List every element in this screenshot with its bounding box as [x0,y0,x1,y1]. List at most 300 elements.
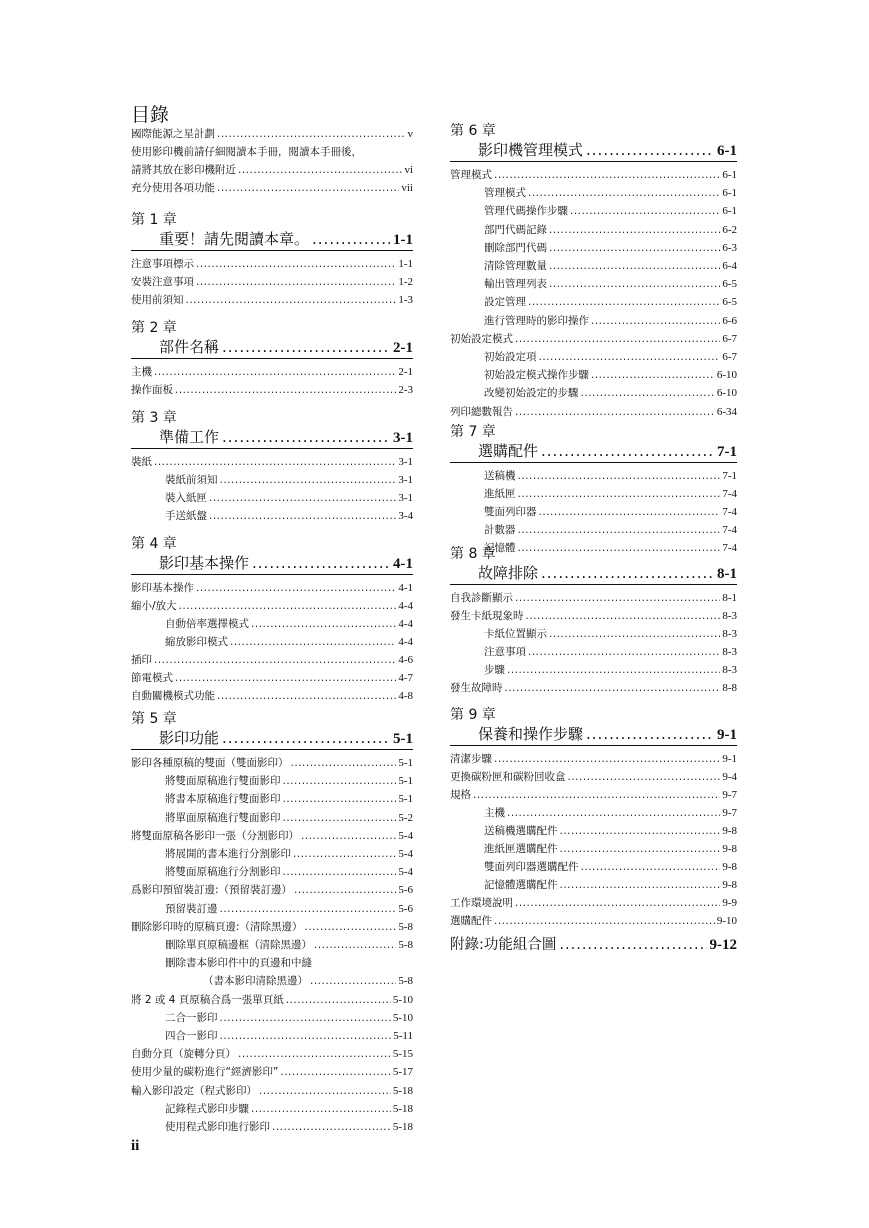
entry-page: 9-7 [722,789,737,801]
chapter-title [450,723,737,746]
entry-page: 9-7 [722,807,737,819]
chapter-title [131,727,413,750]
entry-title: 送稿機選購配件 [484,825,558,837]
entry-title: 刪除影印時的原稿頁邊:（清除黑邊） [131,921,303,933]
toc-entry [131,955,413,972]
entry-title: 安裝注意事項 [131,276,194,288]
entry-title: （書本影印清除黑邊） [203,975,308,987]
entry-title: 規格 [450,789,471,801]
entry-title: 充分使用各項功能 [131,182,215,194]
entry-page: 9-8 [722,861,737,873]
toc-entry [131,973,413,990]
entry-page: 8-3 [722,610,737,622]
entry-page: 8-3 [722,664,737,676]
chapter-number: 第 5 章 [131,711,177,727]
entry-title: 初始設定模式操作步驟 [484,369,589,381]
toc-entry [450,276,737,293]
entry-title: 裝紙前須知 [165,474,218,486]
toc-entry [450,167,737,184]
entry-title: 記錄程式影印步驟 [165,1103,249,1115]
entry-page: 3-4 [398,510,413,522]
entry-page: 8-3 [722,628,737,640]
toc-entry [131,1010,413,1027]
entry-title: 自動分頁（旋轉分頁） [131,1048,236,1060]
entry-title: 計數器 [484,524,516,536]
dot-leader [294,882,396,899]
entry-title: 清除管理數量 [484,260,547,272]
toc-entry [450,787,737,804]
toc-entry [450,313,737,330]
entry-title: 雙面列印器 [484,506,537,518]
toc-entry [131,919,413,936]
toc-entry [450,522,737,539]
entry-page: 7-4 [722,506,737,518]
entry-page: 5-8 [398,975,413,987]
entry-page: 6-34 [716,406,737,418]
dot-leader [515,895,720,912]
dot-leader [222,426,390,448]
entry-page: 5-11 [393,1030,413,1042]
toc-entry [131,144,413,161]
chapter-page: 3-1 [393,430,413,446]
dot-leader [515,590,720,607]
chapter-title [450,139,737,162]
entry-page: 5-4 [398,866,413,878]
chapter-title-text: 影印基本操作 [159,554,250,572]
chapter-page: 2-1 [393,340,413,356]
toc-entry [131,670,413,687]
dot-leader [568,769,721,786]
toc-entry [450,504,737,521]
toc-title: 目錄 [131,104,170,126]
entry-page: 9-8 [722,825,737,837]
entry-title: 送稿機 [484,470,516,482]
entry-page: 4-4 [398,600,413,612]
entry-title: 進紙匣選購配件 [484,843,558,855]
toc-entry [450,913,737,930]
entry-title: 注意事項標示 [131,258,194,270]
dot-leader [570,203,720,220]
dot-leader [518,540,721,557]
dot-leader [259,1083,391,1100]
toc-entry [131,773,413,790]
chapter-page: 6-1 [717,143,737,159]
dot-leader [505,680,721,697]
dot-leader [549,258,720,275]
entry-page: 5-8 [398,921,413,933]
chapter-number: 第 3 章 [131,410,177,426]
entry-title: 縮放影印模式 [165,636,228,648]
entry-page: 2-1 [398,366,413,378]
entry-title: 管理模式 [450,169,492,181]
entry-title: 自我診斷顯示 [450,592,513,604]
entry-title: 縮小/放大 [131,600,177,612]
toc-entry [450,805,737,822]
chapter-title [131,336,413,359]
entry-page: 6-6 [722,315,737,327]
dot-leader [507,805,720,822]
toc-entry [131,274,413,291]
dot-leader [217,180,399,197]
entry-page: 4-1 [398,582,413,594]
entry-title: 請將其放在影印機附近 [131,164,236,176]
entry-title: 自動關機模式功能 [131,690,215,702]
toc-entry [131,1028,413,1045]
toc-entry [131,1046,413,1063]
toc-entry [131,454,413,471]
entry-title: 雙面列印器選購配件 [484,861,579,873]
dot-leader [473,787,720,804]
entry-page: 2-3 [398,384,413,396]
chapter-title-text: 影印功能 [159,729,220,747]
entry-title: 將雙面原稿進行分割影印 [165,866,281,878]
toc-entry [131,846,413,863]
chapter-page: 5-1 [393,731,413,747]
chapter-number: 第 6 章 [450,123,496,139]
toc-entry [450,385,737,402]
entry-page: 6-1 [722,169,737,181]
dot-leader [581,385,715,402]
entry-page: 6-1 [722,187,737,199]
dot-leader [312,228,390,250]
dot-leader [283,864,397,881]
dot-leader [515,331,720,348]
toc-entry [131,508,413,525]
entry-page: 4-4 [398,636,413,648]
entry-title: 進紙匣 [484,488,516,500]
entry-page: 5-10 [392,1012,413,1024]
dot-leader [220,1028,392,1045]
dot-leader [559,934,706,956]
chapter-title [131,552,413,575]
entry-title: 裝入紙匣 [165,492,207,504]
dot-leader [560,841,721,858]
dot-leader [586,139,714,161]
dot-leader [280,1064,390,1081]
toc-entry [450,258,737,275]
entry-page: 1-1 [398,258,413,270]
appendix-page: 9-12 [709,937,737,953]
dot-leader [539,504,721,521]
chapter-number: 第 4 章 [131,536,177,552]
entry-page: 3-1 [398,492,413,504]
toc-entry [450,404,737,421]
entry-title: 將書本原稿進行雙面影印 [165,793,281,805]
entry-page: 3-1 [398,456,413,468]
entry-page: 1-2 [398,276,413,288]
dot-leader [283,810,397,827]
entry-title: 刪除單頁原稿邊框（清除黑邊） [165,939,312,951]
entry-page: vi [404,164,413,176]
appendix-entry [450,934,737,956]
entry-page: vii [401,182,413,194]
dot-leader [518,468,721,485]
toc-entry [131,472,413,489]
entry-page: 4-7 [398,672,413,684]
entry-title: 將雙面原稿各影印一張（分割影印） [131,830,299,842]
dot-leader [179,598,397,615]
entry-page: 4-8 [398,690,413,702]
entry-page: 6-10 [716,369,737,381]
chapter-title-text: 保養和操作步驟 [478,725,584,743]
entry-title: 設定管理 [484,296,526,308]
chapter-title [450,440,737,463]
chapter-title-text: 準備工作 [159,428,220,446]
entry-page: 9-8 [722,879,737,891]
dot-leader [209,508,396,525]
entry-title: 卡紙位置顯示 [484,628,547,640]
toc-entry [131,490,413,507]
dot-leader [526,608,721,625]
entry-page: 5-18 [392,1085,413,1097]
entry-page: 5-1 [398,775,413,787]
dot-leader [196,256,396,273]
toc-entry [450,349,737,366]
toc-entry [450,895,737,912]
entry-title: 主機 [131,366,152,378]
entry-page: 7-4 [722,542,737,554]
toc-entry [131,1064,413,1081]
dot-leader [541,562,714,584]
dot-leader [560,877,721,894]
toc-entry [131,364,413,381]
chapter-page: 4-1 [393,556,413,572]
entry-page: 3-1 [398,474,413,486]
toc-entry [131,901,413,918]
dot-leader [528,294,720,311]
entry-page: 5-17 [392,1066,413,1078]
entry-title: 進行管理時的影印操作 [484,315,589,327]
entry-page: 7-4 [722,524,737,536]
dot-leader [186,292,397,309]
dot-leader [549,240,720,257]
entry-title: 將雙面原稿進行雙面影印 [165,775,281,787]
toc-entry [450,222,737,239]
dot-leader [283,773,397,790]
toc-entry [131,382,413,399]
entry-page: 4-4 [398,618,413,630]
toc-entry [131,882,413,899]
dot-leader [238,1046,391,1063]
chapter-number: 第 8 章 [450,546,496,562]
dot-leader [220,1010,391,1027]
entry-title: 發生故障時 [450,682,503,694]
toc-entry [450,486,737,503]
dot-leader [549,222,720,239]
entry-title: 爲影印預留裝訂邊:（預留裝訂邊） [131,884,293,896]
dot-leader [539,349,721,366]
entry-title: 管理代碼操作步驟 [484,205,568,217]
entry-page: 1-3 [398,294,413,306]
toc-entry [131,1119,413,1136]
entry-page: 5-1 [398,793,413,805]
dot-leader [314,937,396,954]
toc-entry [450,823,737,840]
entry-title: 輸入影印設定（程式影印） [131,1085,257,1097]
chapter-title [450,562,737,585]
entry-title: 刪除書本影印件中的頁邊和中縫 [165,957,312,969]
dot-leader [591,367,715,384]
dot-leader [541,440,714,462]
entry-title: 步驟 [484,664,505,676]
chapter-title [131,228,413,251]
dot-leader [291,755,397,772]
chapter-number: 第 7 章 [450,424,496,440]
entry-page: 8-8 [722,682,737,694]
entry-page: 9-8 [722,843,737,855]
entry-page: 9-10 [716,915,737,927]
entry-title: 預留裝訂邊 [165,903,218,915]
toc-entry [450,751,737,768]
entry-page: 5-1 [398,757,413,769]
toc-entry [131,1083,413,1100]
dot-leader [293,846,396,863]
entry-title: 二合一影印 [165,1012,218,1024]
dot-leader [196,274,396,291]
toc-entry [450,877,737,894]
entry-title: 節電模式 [131,672,173,684]
entry-page: 6-3 [722,242,737,254]
entry-title: 列印總數報告 [450,406,513,418]
dot-leader [283,791,397,808]
toc-entry [450,367,737,384]
dot-leader [515,404,715,421]
entry-title: 國際能源之星計劃 [131,128,215,140]
entry-page: 9-1 [722,753,737,765]
chapter-page: 9-1 [717,727,737,743]
entry-title: 使用前須知 [131,294,184,306]
dot-leader [154,652,396,669]
dot-leader [494,167,720,184]
dot-leader [220,901,397,918]
toc-entry [131,256,413,273]
entry-title: 使用程式影印進行影印 [165,1121,270,1133]
dot-leader [507,662,720,679]
entry-title: 初始設定模式 [450,333,513,345]
entry-title: 影印各種原稿的雙面（雙面影印） [131,757,289,769]
dot-leader [560,823,721,840]
entry-title: 將展開的書本進行分割影印 [165,848,291,860]
dot-leader [222,336,390,358]
toc-entry [450,644,737,661]
entry-title: 操作面板 [131,384,173,396]
dot-leader [518,522,721,539]
dot-leader [220,472,397,489]
entry-page: 9-9 [722,897,737,909]
toc-entry [131,992,413,1009]
chapter-number: 第 9 章 [450,707,496,723]
toc-entry [131,598,413,615]
entry-page: 6-7 [722,333,737,345]
entry-page: 5-6 [398,884,413,896]
dot-leader [305,919,397,936]
entry-page: 6-7 [722,351,737,363]
dot-leader [196,580,396,597]
toc-entry [131,791,413,808]
toc-entry [450,859,737,876]
entry-title: 刪除部門代碼 [484,242,547,254]
dot-leader [528,185,720,202]
page-number: ii [131,1138,140,1154]
entry-page: 8-1 [722,592,737,604]
entry-title: 清潔步驟 [450,753,492,765]
toc-entry [450,769,737,786]
dot-leader [230,634,396,651]
dot-leader [175,382,396,399]
toc-entry [450,240,737,257]
entry-page: 5-8 [398,939,413,951]
toc-entry [131,828,413,845]
dot-leader [217,126,406,143]
dot-leader [494,751,720,768]
dot-leader [209,490,396,507]
entry-page: 5-10 [392,994,413,1006]
entry-title: 主機 [484,807,505,819]
toc-entry [450,608,737,625]
dot-leader [238,162,402,179]
chapter-number: 第 2 章 [131,320,177,336]
dot-leader [154,454,396,471]
entry-title: 更換碳粉匣和碳粉回收盒 [450,771,566,783]
entry-page: 6-10 [716,387,737,399]
dot-leader [272,1119,391,1136]
entry-page: 5-4 [398,848,413,860]
entry-title: 將 2 或 4 頁原稿合爲一張單頁紙 [131,994,284,1006]
toc-entry [131,580,413,597]
toc-entry [131,292,413,309]
chapter-title-text: 影印機管理模式 [478,141,584,159]
entry-page: 5-15 [392,1048,413,1060]
chapter-page: 8-1 [717,566,737,582]
toc-entry [450,185,737,202]
entry-title: 改變初始設定的步驟 [484,387,579,399]
dot-leader [252,552,390,574]
entry-page: 6-2 [722,224,737,236]
dot-leader [528,644,720,661]
entry-title: 使用影印機前請仔細閱讀本手冊，閱讀本手冊後， [131,146,362,158]
entry-page: 5-2 [398,812,413,824]
entry-page: v [407,128,413,140]
entry-page: 6-5 [722,278,737,290]
toc-entry [450,468,737,485]
entry-page: 5-4 [398,830,413,842]
toc-entry [131,755,413,772]
dot-leader [494,913,715,930]
toc-entry [131,162,413,179]
entry-title: 自動倍率選擇模式 [165,618,249,630]
toc-entry [131,1101,413,1118]
entry-title: 四合一影印 [165,1030,218,1042]
dot-leader [591,313,720,330]
dot-leader [251,616,396,633]
toc-entry [131,652,413,669]
toc-entry [450,626,737,643]
entry-page: 5-18 [392,1103,413,1115]
chapter-title [131,426,413,449]
entry-title: 記憶體 [484,542,516,554]
toc-entry [450,294,737,311]
toc-entry [131,937,413,954]
chapter-title-text: 選購配件 [478,442,539,460]
entry-title: 注意事項 [484,646,526,658]
entry-page: 4-6 [398,654,413,666]
toc-entry [450,590,737,607]
chapter-title-text: 故障排除 [478,564,539,582]
dot-leader [310,973,396,990]
entry-title: 選購配件 [450,915,492,927]
dot-leader [586,723,714,745]
dot-leader [154,364,396,381]
